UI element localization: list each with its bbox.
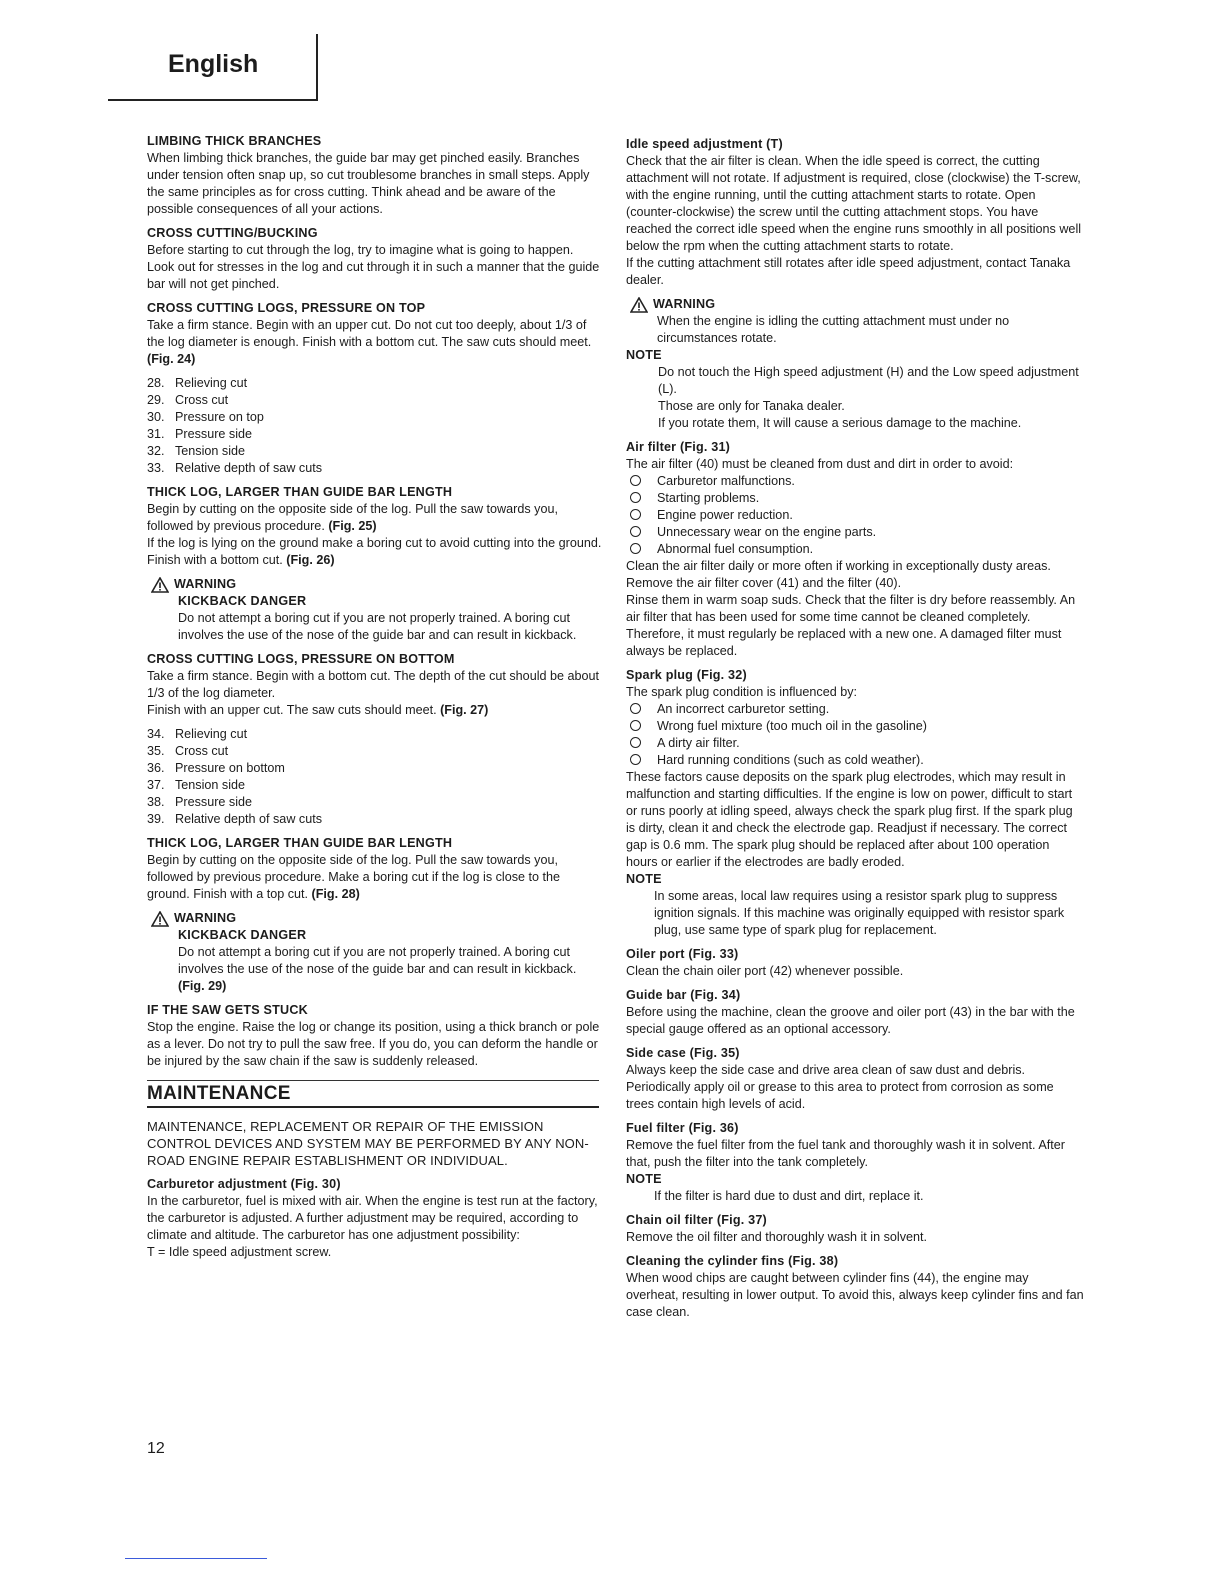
section-text: When wood chips are caught between cylinder fins (44), the engine may overheat, resulting in lower output. To avoid this, always keep cylinder fins and fan case clean. xyxy=(626,1271,1084,1319)
maintenance-heading: MAINTENANCE xyxy=(147,1083,291,1104)
list-item: Hard running conditions (such as cold weather). xyxy=(626,752,1084,769)
section-text: If the log is lying on the ground make a boring cut to avoid cutting into the ground. Finish with a bottom cut. xyxy=(147,536,602,567)
numbered-list xyxy=(147,375,603,477)
section-text: Clean the chain oiler port (42) whenever possible. xyxy=(626,964,904,978)
bullet-circle-icon xyxy=(630,754,641,765)
note-adjustment xyxy=(626,347,1084,432)
figure-ref: (Fig. 26) xyxy=(286,553,335,567)
section-text: Remove the fuel filter from the fuel tank and thoroughly wash it in solvent. After that, push the filter into the tank completely. xyxy=(626,1138,1065,1169)
note-text: If the filter is hard due to dust and dirt, replace it. xyxy=(654,1189,924,1203)
section-title: Cleaning the cylinder fins (Fig. 38) xyxy=(626,1254,839,1268)
maintenance-notice-text: MAINTENANCE, REPLACEMENT OR REPAIR OF THE EMISSION CONTROL DEVICES AND SYSTEM MAY BE PERFORMED BY ANY NON-ROAD ENGINE REPAIR ESTABLISHMENT OR INDIVIDUAL. xyxy=(147,1119,589,1168)
section-thick-log-1 xyxy=(147,484,603,569)
section-text: Remove the air filter cover (41) and the filter (40). xyxy=(626,576,902,590)
note-label: NOTE xyxy=(626,1172,662,1186)
note-spark-plug xyxy=(626,871,1084,939)
list-item: Engine power reduction. xyxy=(626,507,1084,524)
section-title: THICK LOG, LARGER THAN GUIDE BAR LENGTH xyxy=(147,485,453,499)
note-text: In some areas, local law requires using a resistor spark plug to suppress ignition signals. If this machine was originally equipped with resistor spark plug, use same type of spark plug for replacement. xyxy=(654,889,1065,937)
section-saw-stuck xyxy=(147,1002,603,1070)
numbered-list xyxy=(147,726,603,828)
section-limbing xyxy=(147,133,603,218)
note-label: NOTE xyxy=(626,872,662,886)
section-title: Air filter (Fig. 31) xyxy=(626,440,731,454)
warning-box-2 xyxy=(151,910,603,995)
section-text: Before using the machine, clean the groove and oiler port (43) in the bar with the special gauge offered as an optional accessory. xyxy=(626,1005,1075,1036)
section-text: Begin by cutting on the opposite side of the log. Pull the saw towards you, followed by previous procedure. Make a boring cut if the log is close to the ground. Finish with a top cut. xyxy=(147,853,561,901)
warning-text: When the engine is idling the cutting attachment must under no circumstances rotate. xyxy=(657,314,1010,345)
section-text: Take a firm stance. Begin with an upper cut. Do not cut too deeply, about 1/3 of the log diameter is enough. Finish with a bottom cut. The saw cuts should meet. xyxy=(147,318,592,349)
section-title: CROSS CUTTING/BUCKING xyxy=(147,226,318,240)
section-oiler-port xyxy=(626,946,1084,980)
warning-triangle-icon xyxy=(630,297,648,313)
warning-triangle-icon xyxy=(151,577,169,593)
section-text: If the cutting attachment still rotates after idle speed adjustment, contact Tanaka dealer. xyxy=(626,256,1071,287)
section-text: When limbing thick branches, the guide bar may get pinched easily. Branches under tension often snap up, so cut troublesome branches in small steps. Apply the same principles as for cross cutting. Think ahead and be aware of the possible consequences of all your actions. xyxy=(147,151,590,216)
section-title: LIMBING THICK BRANCHES xyxy=(147,134,322,148)
section-chain-oil-filter xyxy=(626,1212,1084,1246)
section-cylinder-fins xyxy=(626,1253,1084,1321)
language-label: English xyxy=(168,50,259,78)
bullet-circle-icon xyxy=(630,543,641,554)
section-text: In the carburetor, fuel is mixed with air. When the engine is test run at the factory, the carburetor is adjusted. A further adjustment may be required, according to climate and altitude. The carburetor has one adjustment possibility: xyxy=(147,1194,598,1242)
section-title: Guide bar (Fig. 34) xyxy=(626,988,741,1002)
section-text: Check that the air filter is clean. When the idle speed is correct, the cutting attachment will not rotate. If adjustment is required, close (clockwise) the T-screw, with the engine running, until the cutting attachment starts to rotate. Open (counter-clockwise) the screw until the cutting attachment stops. You have reached the correct idle speed when the engine runs smoothly in all positions well below the rpm when the cutting attachment starts to rotate. xyxy=(626,154,1082,253)
list-item: 37. Tension side xyxy=(147,778,246,792)
list-item: Wrong fuel mixture (too much oil in the gasoline) xyxy=(626,718,1084,735)
bullet-circle-icon xyxy=(630,703,641,714)
maintenance-notice xyxy=(147,1118,603,1169)
list-item: 34. Relieving cut xyxy=(147,727,248,741)
list-item: 30. Pressure on top xyxy=(147,410,264,424)
header-divider-vertical xyxy=(316,34,318,100)
warning-box-1 xyxy=(151,576,603,644)
list-item: Unnecessary wear on the engine parts. xyxy=(626,524,1084,541)
note-text: If you rotate them, It will cause a serious damage to the machine. xyxy=(658,416,1022,430)
section-spark-plug xyxy=(626,667,1084,871)
section-text: The spark plug condition is influenced by: xyxy=(626,685,858,699)
section-title: Oiler port (Fig. 33) xyxy=(626,947,739,961)
left-column xyxy=(147,133,603,1268)
figure-ref: (Fig. 25) xyxy=(328,519,377,533)
section-text: Clean the air filter daily or more often if working in exceptionally dusty areas. xyxy=(626,559,1051,573)
figure-ref: (Fig. 28) xyxy=(311,887,360,901)
list-item: A dirty air filter. xyxy=(626,735,1084,752)
footer-rule xyxy=(125,1558,267,1559)
section-title: IF THE SAW GETS STUCK xyxy=(147,1003,308,1017)
section-text: These factors cause deposits on the spark plug electrodes, which may result in malfunction and starting difficulties. If the engine is low on power, difficult to start or runs poorly at idling speed, always check the spark plug first. If the spark plug is dirty, clean it and check the electrode gap. Readjust if necessary. The correct gap is 0.6 mm. The spark plug should be replaced after about 100 operation hours or earlier if the electrodes are badly eroded. xyxy=(626,770,1073,869)
section-title: CROSS CUTTING LOGS, PRESSURE ON TOP xyxy=(147,301,426,315)
section-idle-speed xyxy=(626,136,1084,289)
list-item: An incorrect carburetor setting. xyxy=(626,701,1084,718)
right-column xyxy=(626,136,1084,1328)
figure-ref: (Fig. 29) xyxy=(178,979,227,993)
section-carburetor xyxy=(147,1176,603,1261)
maintenance-rule-bottom xyxy=(147,1106,599,1108)
warning-triangle-icon xyxy=(151,911,169,927)
section-text: Remove the oil filter and thoroughly wash it in solvent. xyxy=(626,1230,928,1244)
section-text: Finish with an upper cut. The saw cuts should meet. xyxy=(147,703,437,717)
warning-label: WARNING xyxy=(653,297,716,311)
section-bucking xyxy=(147,225,603,293)
warning-subtitle: KICKBACK DANGER xyxy=(178,594,307,608)
section-pressure-top xyxy=(147,300,603,477)
section-fuel-filter xyxy=(626,1120,1084,1205)
note-label: NOTE xyxy=(626,348,662,362)
section-text: Begin by cutting on the opposite side of the log. Pull the saw towards you, followed by previous procedure. xyxy=(147,502,558,533)
bullet-circle-icon xyxy=(630,526,641,537)
section-title: Spark plug (Fig. 32) xyxy=(626,668,747,682)
section-text: T = Idle speed adjustment screw. xyxy=(147,1245,332,1259)
list-item: 38. Pressure side xyxy=(147,795,252,809)
section-air-filter xyxy=(626,439,1084,660)
section-title: Chain oil filter (Fig. 37) xyxy=(626,1213,767,1227)
list-item: Abnormal fuel consumption. xyxy=(626,541,1084,558)
section-text: Before starting to cut through the log, try to imagine what is going to happen. Look out for stresses in the log and cut through it in such a manner that the guide bar will not get pinched. xyxy=(147,243,600,291)
warning-text: Do not attempt a boring cut if you are not properly trained. A boring cut involves the use of the nose of the guide bar and can result in kickback. xyxy=(178,611,577,642)
section-guide-bar xyxy=(626,987,1084,1038)
list-item: 39. Relative depth of saw cuts xyxy=(147,812,323,826)
section-title: Idle speed adjustment (T) xyxy=(626,137,783,151)
section-text: Rinse them in warm soap suds. Check that the filter is dry before reassembly. An air filter that has been used for some time cannot be cleaned completely. Therefore, it must regularly be replaced with a new one. A damaged filter must always be replaced. xyxy=(626,593,1076,658)
header-divider-horizontal xyxy=(108,99,318,101)
section-title: THICK LOG, LARGER THAN GUIDE BAR LENGTH xyxy=(147,836,453,850)
list-item: 33. Relative depth of saw cuts xyxy=(147,461,323,475)
section-thick-log-2 xyxy=(147,835,603,903)
section-text: Always keep the side case and drive area clean of saw dust and debris. Periodically apply oil or grease to this area to protect from corrosion as some trees contain high levels of acid. xyxy=(626,1063,1054,1111)
list-item: Starting problems. xyxy=(626,490,1084,507)
warning-text: Do not attempt a boring cut if you are not properly trained. A boring cut involves the use of the nose of the guide bar and can result in kickback. xyxy=(178,945,577,976)
section-title: Fuel filter (Fig. 36) xyxy=(626,1121,739,1135)
bullet-circle-icon xyxy=(630,737,641,748)
list-item: 36. Pressure on bottom xyxy=(147,761,285,775)
section-text: The air filter (40) must be cleaned from dust and dirt in order to avoid: xyxy=(626,457,1014,471)
section-text: Stop the engine. Raise the log or change its position, using a thick branch or pole as a lever. Do not try to pull the saw free. If you do, you can deform the handle or be injured by the saw chain if the saw is suddenly released. xyxy=(147,1020,600,1068)
bullet-circle-icon xyxy=(630,509,641,520)
list-item: Carburetor malfunctions. xyxy=(626,473,1084,490)
bullet-circle-icon xyxy=(630,475,641,486)
section-title: CROSS CUTTING LOGS, PRESSURE ON BOTTOM xyxy=(147,652,455,666)
page-number: 12 xyxy=(147,1440,165,1457)
list-item: 32. Tension side xyxy=(147,444,246,458)
warning-label: WARNING xyxy=(174,577,237,591)
figure-ref: (Fig. 24) xyxy=(147,352,196,366)
warning-box-idle xyxy=(630,296,1084,347)
note-text: Those are only for Tanaka dealer. xyxy=(658,399,845,413)
section-pressure-bottom xyxy=(147,651,603,828)
figure-ref: (Fig. 27) xyxy=(440,703,489,717)
list-item: 31. Pressure side xyxy=(147,427,252,441)
list-item: 35. Cross cut xyxy=(147,744,229,758)
section-text: Take a firm stance. Begin with a bottom cut. The depth of the cut should be about 1/3 of the log diameter. xyxy=(147,669,600,700)
list-item: 28. Relieving cut xyxy=(147,376,248,390)
maintenance-rule-top xyxy=(147,1080,599,1081)
section-title: Side case (Fig. 35) xyxy=(626,1046,740,1060)
bullet-circle-icon xyxy=(630,720,641,731)
warning-subtitle: KICKBACK DANGER xyxy=(178,928,307,942)
warning-label: WARNING xyxy=(174,911,237,925)
section-side-case xyxy=(626,1045,1084,1113)
bullet-circle-icon xyxy=(630,492,641,503)
list-item: 29. Cross cut xyxy=(147,393,229,407)
section-title: Carburetor adjustment (Fig. 30) xyxy=(147,1177,341,1191)
note-text: Do not touch the High speed adjustment (H) and the Low speed adjustment (L). xyxy=(658,365,1079,396)
